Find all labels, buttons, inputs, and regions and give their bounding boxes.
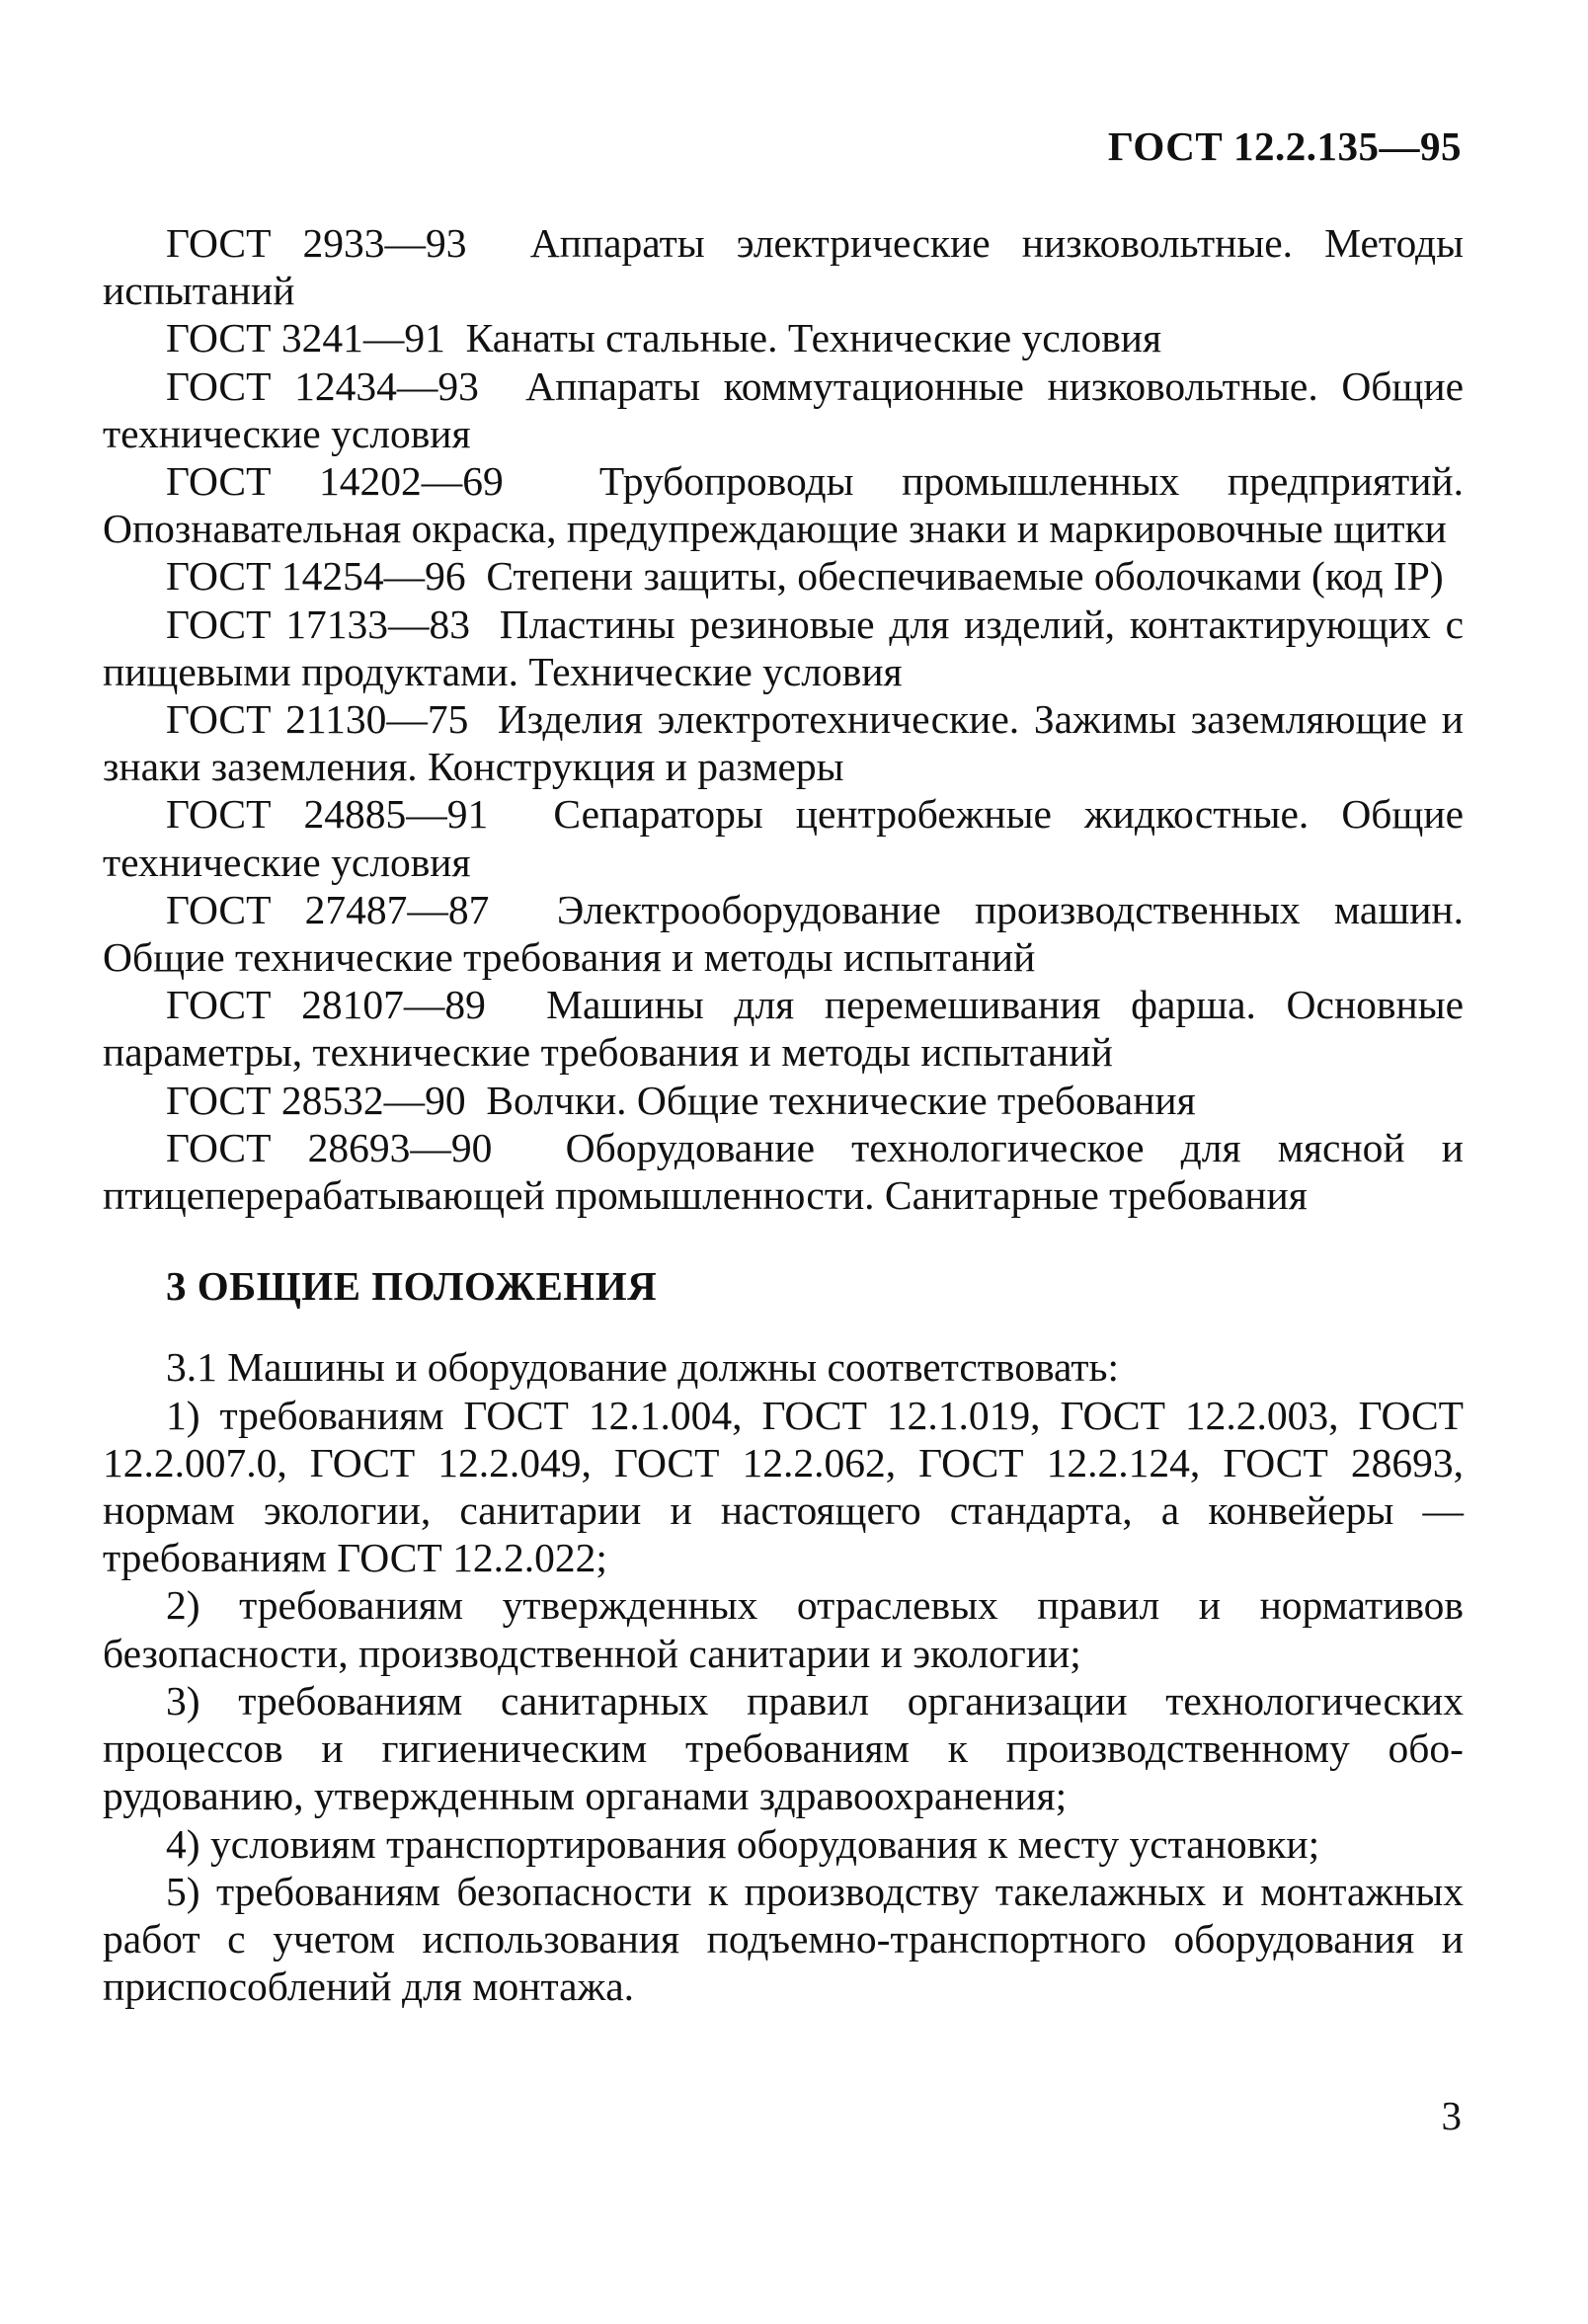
section-paragraph: 5) требованиям безопасности к производству такелажных и монтажных работ с учетом использования подъемно-транспортного оборудования и приспособлений для монтажа. bbox=[103, 1868, 1464, 2010]
section-heading: 3 ОБЩИЕ ПОЛОЖЕНИЯ bbox=[166, 1263, 658, 1310]
reference-text: Трубопроводы промышленных предприятий. Опознавательная окраска, предупреждающие знаки и маркировочные щитки bbox=[103, 458, 1464, 552]
section-paragraph: 4) условиям транспортирования оборудования к месту установки; bbox=[166, 1820, 1320, 1867]
reference-code: ГОСТ 28107—89 bbox=[166, 982, 486, 1028]
reference-entry bbox=[103, 552, 1464, 600]
reference-entry bbox=[103, 1124, 1464, 1219]
reference-entry bbox=[103, 886, 1464, 981]
document-header: ГОСТ 12.2.135—95 bbox=[1107, 123, 1462, 169]
reference-code: ГОСТ 28532—90 bbox=[166, 1077, 466, 1123]
reference-code: ГОСТ 14254—96 bbox=[166, 553, 466, 600]
reference-text: Изделия электротехнические. Зажимы заземляющие и знаки заземления. Конструкция и размеры bbox=[103, 696, 1464, 790]
reference-code: ГОСТ 14202—69 bbox=[166, 458, 504, 505]
reference-text: Электрооборудование производственных машин. Общие технические требования и методы испытаний bbox=[103, 886, 1464, 981]
reference-code: ГОСТ 12434—93 bbox=[166, 362, 479, 409]
reference-entry bbox=[103, 981, 1464, 1076]
reference-code: ГОСТ 27487—87 bbox=[166, 886, 490, 932]
section-paragraph: 2) требованиям утвержденных отраслевых правил и нормативов безопасности, производственной санитарии и экологии; bbox=[103, 1582, 1464, 1676]
reference-entry bbox=[103, 219, 1464, 314]
reference-text: Степени защиты, обеспечиваемые оболочками (код IP) bbox=[486, 553, 1444, 600]
reference-code: ГОСТ 2933—93 bbox=[166, 220, 467, 266]
reference-text: Аппараты электрические низковольтные. Методы испытаний bbox=[103, 220, 1465, 314]
reference-entry bbox=[103, 314, 1464, 361]
reference-text: Канаты стальные. Технические условия bbox=[465, 315, 1162, 361]
section-paragraph: 3.1 Машины и оборудование должны соответствовать: bbox=[166, 1344, 1119, 1391]
reference-code: ГОСТ 3241—91 bbox=[166, 315, 445, 361]
reference-entry bbox=[103, 790, 1464, 885]
document-body bbox=[103, 219, 1464, 2010]
reference-entry bbox=[103, 362, 1464, 457]
reference-code: ГОСТ 24885—91 bbox=[166, 791, 489, 838]
section-paragraph: 3) требованиям санитарных правил организации технологических процессов и гигиеническим требованиям к производственному оборудованию, утвержденным органами здравоохранения; bbox=[103, 1677, 1464, 1819]
reference-entry bbox=[103, 1077, 1464, 1124]
reference-text: Пластины резиновые для изделий, контактирующих с пищевыми продуктами. Технические условия bbox=[103, 601, 1464, 694]
reference-text: Оборудование технологическое для мясной и птицеперерабатывающей промышленности. Санитарные требования bbox=[103, 1124, 1464, 1219]
reference-code: ГОСТ 28693—90 bbox=[166, 1124, 493, 1170]
reference-text: Волчки. Общие технические требования bbox=[486, 1077, 1196, 1123]
reference-text: Аппараты коммутационные низковольтные. Общие технические условия bbox=[103, 362, 1464, 456]
reference-text: Машины для перемешивания фарша. Основные параметры, технические требования и методы испытаний bbox=[103, 982, 1465, 1076]
reference-text: Сепараторы центробежные жидкостные. Общие технические условия bbox=[103, 791, 1464, 885]
reference-code: ГОСТ 17133—83 bbox=[166, 601, 471, 647]
reference-code: ГОСТ 21130—75 bbox=[166, 696, 469, 743]
reference-entry bbox=[103, 601, 1464, 695]
reference-entry bbox=[103, 695, 1464, 790]
reference-entry bbox=[103, 457, 1464, 552]
page-number: 3 bbox=[1441, 2093, 1462, 2138]
section-paragraph: 1) требованиям ГОСТ 12.1.004, ГОСТ 12.1.019, ГОСТ 12.2.003, ГОСТ 12.2.007.0, ГОСТ 12.2.049, ГОСТ 12.2.062, ГОСТ 12.2.124, ГОСТ 28693, нормам экологии, санитарии и настоящего стандарта, а конвейеры — требованиям ГОСТ 12.2.022; bbox=[103, 1392, 1464, 1581]
